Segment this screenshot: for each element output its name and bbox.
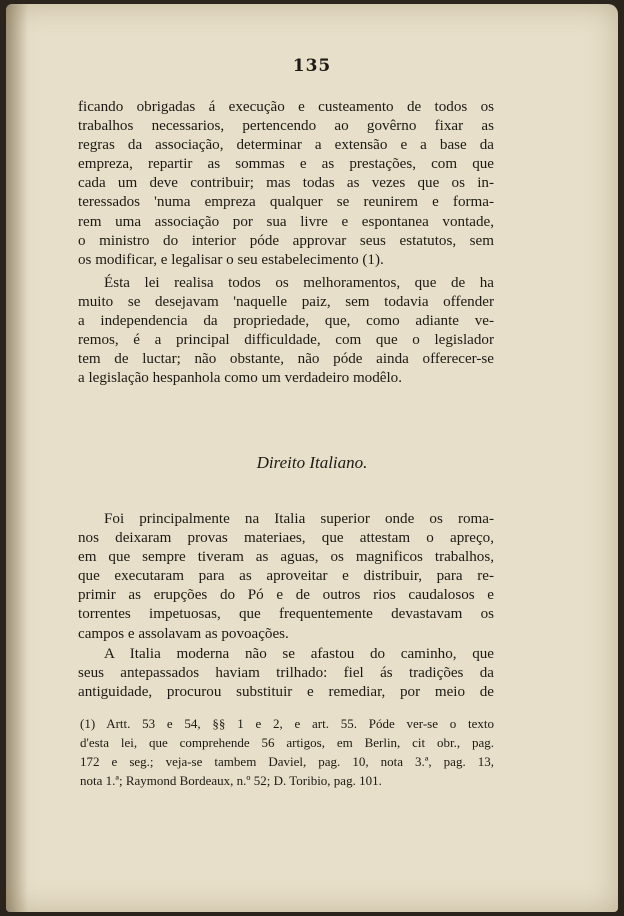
text-line: a legislação hespanhola como um verdadeiro modêlo.: [78, 370, 402, 387]
footnote-line: 172 e seg.; veja-se tambem Daviel, pag. 10, nota 3.ª, pag. 13,: [80, 754, 494, 770]
text-line: remos, é a principal difficuldade, com que o legislador: [78, 332, 494, 349]
paragraph-3: [78, 510, 494, 644]
text-line: empreza, repartir as sommas e as prestações, com que: [78, 156, 494, 173]
paragraph-1: [78, 98, 494, 270]
text-line: teressados 'numa empreza qualquer se reunirem e forma-: [78, 194, 494, 211]
text-line: muito se desejavam 'naquelle paiz, sem todavia offender: [78, 294, 494, 311]
text-line: Foi principalmente na Italia superior onde os roma-: [104, 511, 494, 527]
book-page: [6, 4, 618, 912]
section-heading: Direito Italiano.: [256, 453, 368, 472]
text-line: o ministro do interior póde approvar seus estatutos, sem: [78, 232, 494, 249]
text-line: nos deixaram provas materiaes, que attestam o apreço,: [78, 530, 494, 547]
text-line: em que sempre tiveram as aguas, os magnificos trabalhos,: [78, 549, 494, 566]
page-number: 135: [292, 56, 332, 76]
text-line: cada um deve contribuir; mas todas as vezes que os in-: [78, 175, 494, 192]
text-line: a independencia da propriedade, que, como adiante ve-: [78, 313, 494, 330]
text-line: primir as erupções do Pó e de outros rios caudalosos e: [78, 587, 494, 604]
text-line: os modificar, e legalisar o seu estabelecimento (1).: [78, 251, 384, 268]
footnote-line: (1) Artt. 53 e 54, §§ 1 e 2, e art. 55. Póde ver-se o texto: [80, 716, 494, 731]
footnote-line: nota 1.ª; Raymond Bordeaux, n.º 52; D. Toribio, pag. 101.: [80, 773, 382, 789]
paragraph-2: [78, 274, 494, 389]
text-line: trabalhos necessarios, pertencendo ao govêrno fixar as: [78, 118, 494, 135]
text-line: campos e assolavam as povoações.: [78, 625, 289, 642]
text-line: seus antepassados haviam trilhado: fiel ás tradições da: [78, 665, 494, 682]
paragraph-4: [78, 645, 494, 702]
text-line: torrentes impetuosas, que frequentemente devastavam os: [78, 606, 494, 623]
footnote: [80, 715, 494, 791]
text-line: tem de luctar; não obstante, não póde ainda offerecer-se: [78, 351, 494, 368]
text-line: regras da associação, determinar a extensão e a base da: [78, 137, 494, 154]
text-line: A Italia moderna não se afastou do caminho, que: [104, 646, 494, 662]
text-line: Ésta lei realisa todos os melhoramentos, que de ha: [104, 275, 494, 291]
text-line: rem uma associação por sua livre e espontanea vontade,: [78, 213, 494, 230]
text-line: ficando obrigadas á execução e custeamento de todos os: [78, 99, 494, 115]
footnote-line: d'esta lei, que comprehende 56 artigos, em Berlin, cit obr., pag.: [80, 735, 494, 751]
text-line: que executaram para as aproveitar e distribuir, para re-: [78, 568, 494, 585]
text-line: antiguidade, procurou substituir e remediar, por meio de: [78, 684, 494, 701]
